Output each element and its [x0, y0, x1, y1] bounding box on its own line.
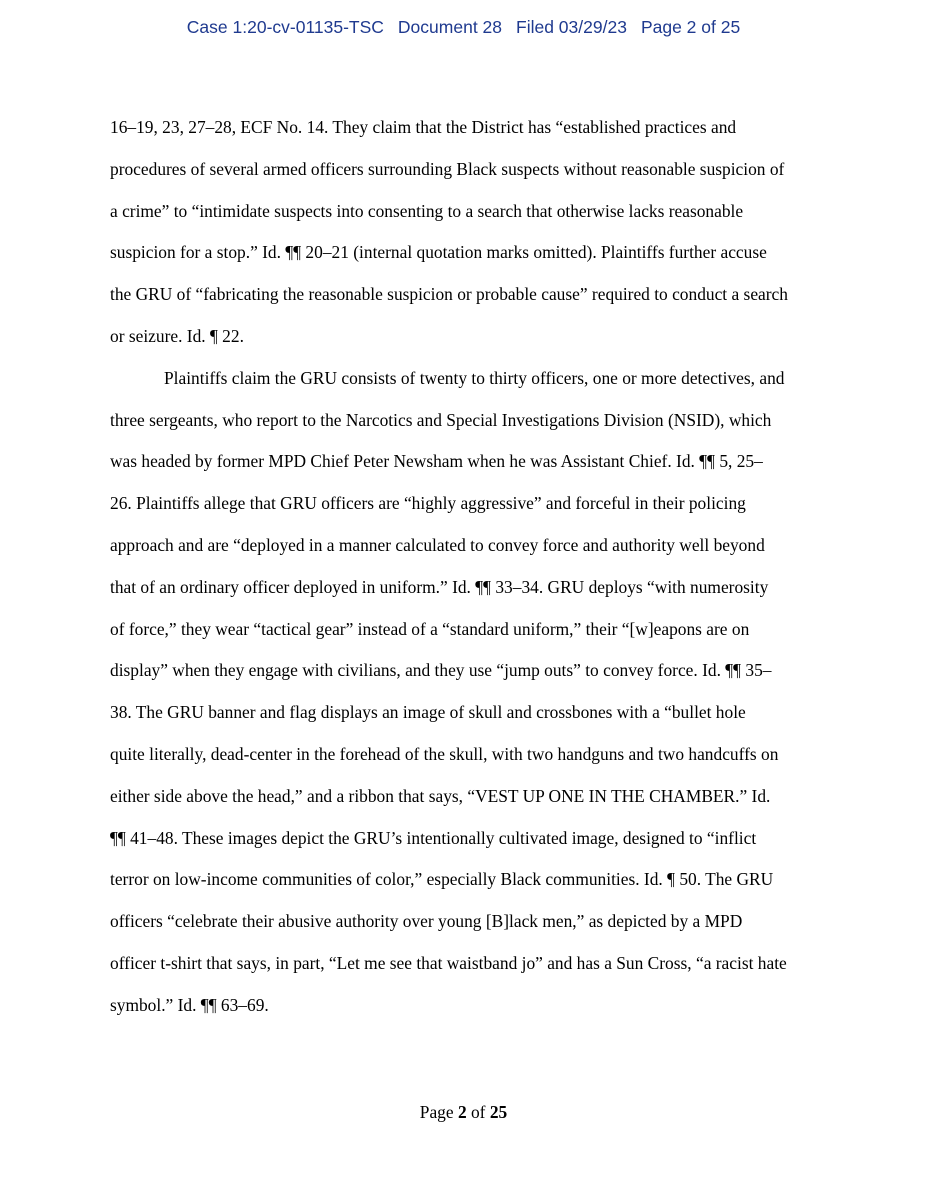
text-line: suspicion for a stop.” Id. ¶¶ 20–21 (internal quotation marks omitted). Plaintiffs further accuse: [110, 242, 767, 263]
text-line: ¶¶ 41–48. These images depict the GRU’s intentionally cultivated image, designed to “inflict: [110, 827, 757, 848]
text-line: terror on low-income communities of color,” especially Black communities. Id. ¶ 50. The GRU: [110, 869, 774, 890]
filed-date: Filed 03/29/23: [516, 17, 627, 37]
text-line: or seizure. Id. ¶ 22.: [110, 325, 244, 346]
footer-current-page: 2: [457, 1102, 467, 1122]
text-line: officers “celebrate their abusive authority over young [B]lack men,” as depicted by a MPD: [110, 911, 743, 932]
footer-prefix: Page: [419, 1102, 458, 1122]
header-page-number: Page 2 of 25: [640, 17, 741, 37]
text-line: a crime” to “intimidate suspects into consenting to a search that otherwise lacks reasonable: [110, 200, 744, 221]
case-header: [0, 17, 927, 38]
text-line: symbol.” Id. ¶¶ 63–69.: [110, 994, 269, 1015]
footer-total-pages: 25: [489, 1102, 508, 1122]
document-body: [110, 107, 822, 1027]
paragraph-start-line: Plaintiffs claim the GRU consists of twenty to thirty officers, one or more detectives, and: [164, 367, 785, 388]
text-line: of force,” they wear “tactical gear” instead of a “standard uniform,” their “[w]eapons are on: [110, 618, 750, 639]
text-line: the GRU of “fabricating the reasonable suspicion or probable cause” required to conduct a search: [110, 284, 788, 305]
page-footer: [0, 1102, 927, 1123]
text-line: display” when they engage with civilians, and they use “jump outs” to convey force. Id. ¶¶ 35–: [110, 660, 772, 681]
text-line: approach and are “deployed in a manner calculated to convey force and authority well beyond: [110, 534, 765, 555]
text-line: 16–19, 23, 27–28, ECF No. 14. They claim that the District has “established practices and: [110, 117, 737, 137]
text-line: 38. The GRU banner and flag displays an image of skull and crossbones with a “bullet hole: [110, 702, 746, 723]
text-line: 26. Plaintiffs allege that GRU officers are “highly aggressive” and forceful in their policing: [110, 493, 746, 514]
text-line: three sergeants, who report to the Narcotics and Special Investigations Division (NSID), which: [110, 409, 772, 430]
document-number: Document 28: [397, 17, 503, 37]
case-number: Case 1:20-cv-01135-TSC: [186, 17, 384, 37]
text-line: officer t-shirt that says, in part, “Let me see that waistband jo” and has a Sun Cross, “a racist hate: [110, 952, 787, 973]
text-line: procedures of several armed officers surrounding Black suspects without reasonable suspicion of: [110, 158, 785, 179]
text-line: was headed by former MPD Chief Peter Newsham when he was Assistant Chief. Id. ¶¶ 5, 25–: [110, 451, 763, 472]
footer-middle: of: [466, 1102, 490, 1122]
text-line: quite literally, dead-center in the forehead of the skull, with two handguns and two handcuffs on: [110, 743, 779, 764]
text-line: that of an ordinary officer deployed in uniform.” Id. ¶¶ 33–34. GRU deploys “with numerosity: [110, 576, 769, 597]
text-line: either side above the head,” and a ribbon that says, “VEST UP ONE IN THE CHAMBER.” Id.: [110, 785, 771, 806]
